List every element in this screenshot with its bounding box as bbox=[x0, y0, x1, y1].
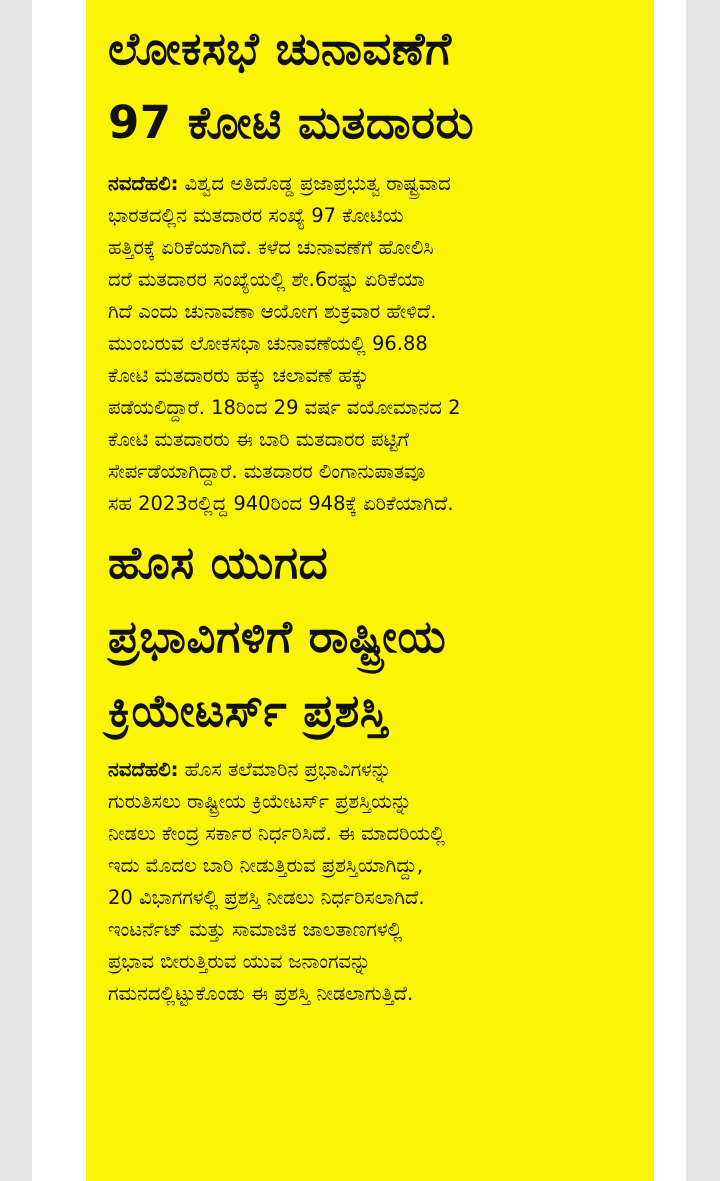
headline-line: 97 ಕೋಟಿ ಮತದಾರರು bbox=[108, 96, 475, 149]
body-line: ಪ್ರಭಾವ ಬೀರುತ್ತಿರುವ ಯುವ ಜನಾಂಗವನ್ನು bbox=[108, 950, 371, 973]
body-line: ಸೇರ್ಪಡೆಯಾಗಿದ್ದಾರೆ. ಮತದಾರರ ಲಿಂಗಾನುಪಾತವೂ bbox=[108, 460, 426, 483]
article-1-body bbox=[108, 168, 644, 520]
headline-line: ಹೊಸ ಯುಗದ bbox=[108, 536, 329, 589]
body-line: ಕೋಟಿ ಮತದಾರರು ಈ ಬಾರಿ ಮತದಾರರ ಪಟ್ಟಿಗೆ bbox=[108, 428, 409, 451]
headline-line: ಪ್ರಭಾವಿಗಳಿಗೆ ರಾಷ್ಟ್ರೀಯ bbox=[108, 610, 447, 663]
body-line: ಸಹ 2023ರಲ್ಲಿದ್ದ 940ರಿಂದ 948ಕ್ಕೆ ಏರಿಕೆಯಾಗಿದೆ. bbox=[108, 492, 454, 515]
body-line: ನೀಡಲು ಕೇಂದ್ರ ಸರ್ಕಾರ ನಿರ್ಧರಿಸಿದೆ. ಈ ಮಾದರಿಯಲ್ಲಿ bbox=[108, 822, 446, 845]
article-1-headline bbox=[108, 12, 644, 160]
body-line: ಗಿದೆ ಎಂದು ಚುನಾವಣಾ ಆಯೋಗ ಶುಕ್ರವಾರ ಹೇಳಿದೆ. bbox=[108, 300, 437, 323]
newspaper-clipping bbox=[86, 0, 654, 1181]
dateline: ನವದೆಹಲಿ: bbox=[108, 758, 179, 781]
body-line bbox=[108, 168, 644, 200]
body-line-text: ಹೊಸ ತಲೆಮಾರಿನ ಪ್ರಭಾವಿಗಳನ್ನು bbox=[178, 758, 392, 781]
headline-line: ಕ್ರಿಯೇಟರ್ಸ್ ಪ್ರಶಸ್ತಿ bbox=[108, 684, 388, 737]
dateline: ನವದೆಹಲಿ: bbox=[108, 172, 179, 195]
body-line: ಗಮನದಲ್ಲಿಟ್ಟುಕೊಂಡು ಈ ಪ್ರಶಸ್ತಿ ನೀಡಲಾಗುತ್ತಿದೆ. bbox=[108, 982, 414, 1005]
body-line: ಇದು ಮೊದಲ ಬಾರಿ ನೀಡುತ್ತಿರುವ ಪ್ರಶಸ್ತಿಯಾಗಿದ್ದು, bbox=[108, 854, 424, 877]
body-line: ಕೋಟಿ ಮತದಾರರು ಹಕ್ಕು ಚಲಾವಣೆ ಹಕ್ಕು bbox=[108, 364, 369, 387]
body-line: ಹತ್ತಿರಕ್ಕೆ ಏರಿಕೆಯಾಗಿದೆ. ಕಳೆದ ಚುನಾವಣೆಗೆ ಹೋಲಿಸಿ bbox=[108, 236, 434, 259]
body-line: ಪಡೆಯಲಿದ್ದಾರೆ. 18ರಿಂದ 29 ವರ್ಷ ವಯೋಮಾನದ 2 bbox=[108, 396, 461, 419]
article-2-headline bbox=[108, 526, 644, 748]
body-line bbox=[108, 754, 644, 786]
body-line: ಭಾರತದಲ್ಲಿನ ಮತದಾರರ ಸಂಖ್ಯೆ 97 ಕೋಟಿಯ bbox=[108, 204, 404, 227]
body-line: ದರೆ ಮತದಾರರ ಸಂಖ್ಯೆಯಲ್ಲಿ ಶೇ.6ರಷ್ಟು ಏರಿಕೆಯಾ bbox=[108, 268, 425, 291]
body-line: 20 ವಿಭಾಗಗಳಲ್ಲಿ ಪ್ರಶಸ್ತಿ ನೀಡಲು ನಿರ್ಧರಿಸಲಾಗಿದೆ. bbox=[108, 886, 425, 909]
body-line: ಇಂಟರ್ನೆಟ್ ಮತ್ತು ಸಾಮಾಜಿಕ ಜಾಲತಾಣಗಳಲ್ಲಿ bbox=[108, 918, 403, 941]
article-2-body bbox=[108, 754, 644, 1010]
body-line: ಮುಂಬರುವ ಲೋಕಸಭಾ ಚುನಾವಣೆಯಲ್ಲಿ 96.88 bbox=[108, 332, 428, 355]
body-line-text: ವಿಶ್ವದ ಅತಿದೊಡ್ಡ ಪ್ರಜಾಪ್ರಭುತ್ವ ರಾಷ್ಟ್ರವಾದ bbox=[178, 172, 451, 195]
body-line: ಗುರುತಿಸಲು ರಾಷ್ಟ್ರೀಯ ಕ್ರಿಯೇಟರ್ಸ್ ಪ್ರಶಸ್ತಿಯನ್ನು bbox=[108, 790, 412, 813]
headline-line: ಲೋಕಸಭೆ ಚುನಾವಣೆಗೆ bbox=[108, 22, 452, 75]
